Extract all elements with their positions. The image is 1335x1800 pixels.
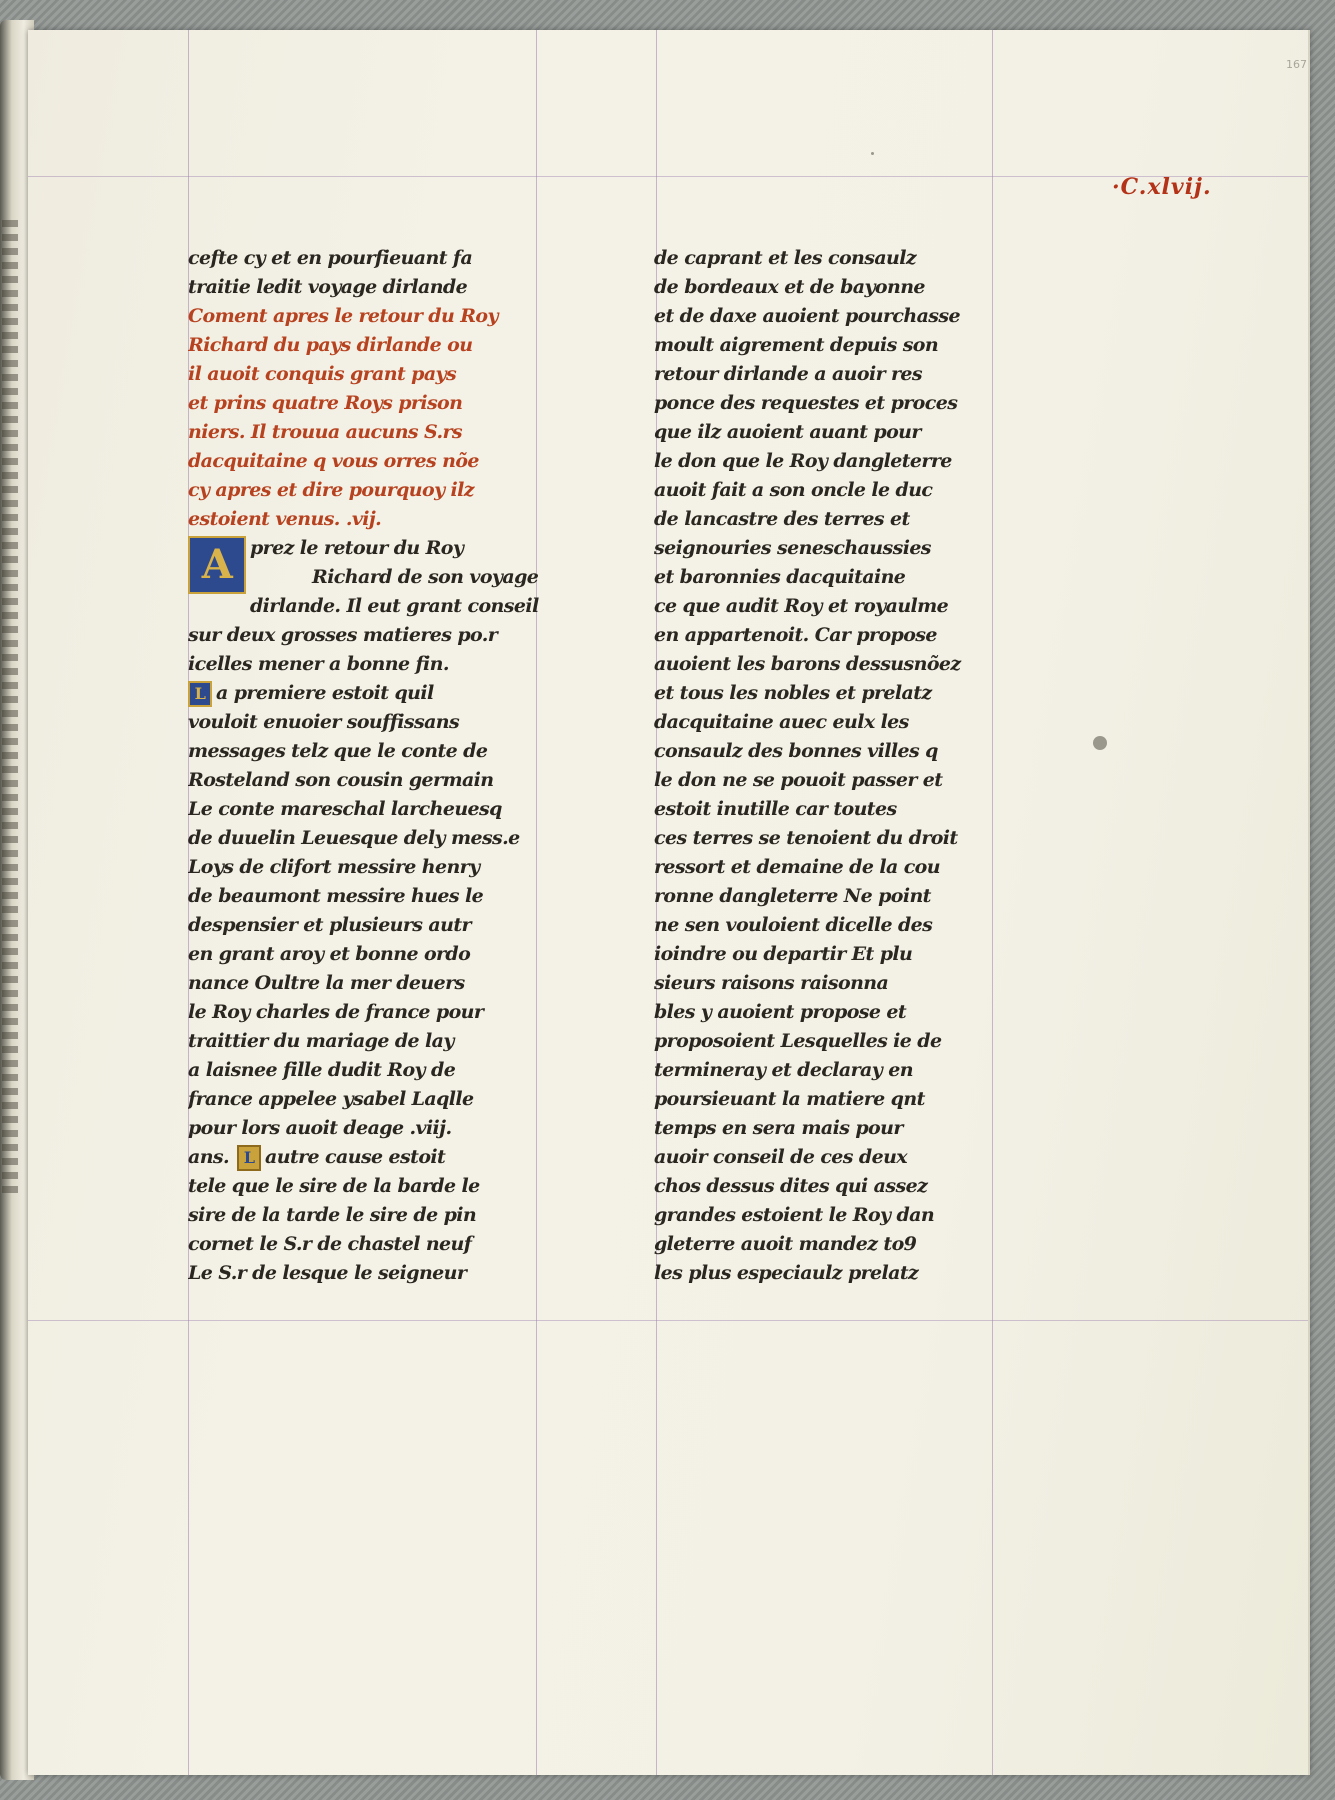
text-line	[654, 447, 1054, 476]
line-text: pour lors auoit deage .viij.	[188, 1117, 452, 1139]
line-text: niers. Il trouua aucuns S.rs	[188, 421, 462, 443]
line-text: le don ne se pouoit passer et	[654, 769, 943, 791]
line-text: Le conte mareschal larcheuesq	[188, 798, 502, 820]
rubric-line	[188, 476, 588, 505]
line-text: Coment apres le retour du Roy	[188, 305, 498, 327]
illuminated-initial: A	[188, 536, 246, 594]
line-text: autre cause estoit	[265, 1146, 446, 1168]
line-text: a laisnee fille dudit Roy de	[188, 1059, 456, 1081]
line-text: traittier du mariage de lay	[188, 1030, 454, 1052]
text-line	[188, 824, 588, 853]
line-text: et baronnies dacquitaine	[654, 566, 906, 588]
line-text: ces terres se tenoient du droit	[654, 827, 958, 849]
text-line	[188, 766, 588, 795]
line-text: et prins quatre Roys prison	[188, 392, 463, 414]
line-text: et tous les nobles et prelatz	[654, 682, 932, 704]
line-text: de bordeaux et de bayonne	[654, 276, 925, 298]
text-line	[654, 1085, 1054, 1114]
line-text: moult aigrement depuis son	[654, 334, 939, 356]
line-text: icelles mener a bonne fin.	[188, 653, 449, 675]
text-line	[654, 1114, 1054, 1143]
text-line	[654, 1230, 1054, 1259]
text-line	[654, 708, 1054, 737]
line-text: france appelee ysabel Laqlle	[188, 1088, 474, 1110]
text-line	[188, 853, 588, 882]
text-line	[188, 1201, 588, 1230]
line-text: le don que le Roy dangleterre	[654, 450, 952, 472]
text-line	[188, 795, 588, 824]
line-text: sur deux grosses matieres po.r	[188, 624, 498, 646]
text-line	[654, 534, 1054, 563]
text-line	[654, 1056, 1054, 1085]
text-line	[188, 679, 588, 708]
line-text: cefte cy et en pourfieuant fa	[188, 247, 473, 269]
line-text: Loys de clifort messire henry	[188, 856, 480, 878]
line-text: chos dessus dites qui assez	[654, 1175, 928, 1197]
line-text: de duuelin Leuesque dely mess.e	[188, 827, 520, 849]
stain-spot	[1093, 736, 1107, 750]
rubric-line	[188, 331, 588, 360]
line-text: tele que le sire de la barde le	[188, 1175, 480, 1197]
decorated-initial: L	[188, 681, 212, 707]
line-text: dirlande. Il eut grant conseil	[250, 595, 539, 617]
text-line	[654, 795, 1054, 824]
line-text: prez le retour du Roy	[250, 537, 464, 559]
rubric-line	[188, 418, 588, 447]
line-text: Le S.r de lesque le seigneur	[188, 1262, 467, 1284]
text-line	[654, 360, 1054, 389]
text-line	[188, 244, 588, 273]
gilded-initial: L	[237, 1145, 261, 1171]
text-line	[188, 1172, 588, 1201]
line-text: Richard de son voyage	[312, 566, 539, 588]
folio-numeral: ·C.xlvij.	[1112, 174, 1212, 200]
text-line	[188, 1085, 588, 1114]
text-line	[188, 882, 588, 911]
text-line	[654, 476, 1054, 505]
text-line	[188, 911, 588, 940]
line-text: cy apres et dire pourquoy ilz	[188, 479, 474, 501]
line-text: nance Oultre la mer deuers	[188, 972, 465, 994]
text-line	[654, 592, 1054, 621]
rubric-line	[188, 447, 588, 476]
line-text: sieurs raisons raisonna	[654, 972, 889, 994]
line-text: retour dirlande a auoir res	[654, 363, 922, 385]
line-text: et de daxe auoient pourchasse	[654, 305, 960, 327]
text-line	[188, 708, 588, 737]
line-text: ponce des requestes et proces	[654, 392, 958, 414]
line-text: de lancastre des terres et	[654, 508, 910, 530]
line-text: gleterre auoit mandez to9	[654, 1233, 917, 1255]
text-line	[188, 1027, 588, 1056]
rubric-line	[188, 302, 588, 331]
line-text: cornet le S.r de chastel neuf	[188, 1233, 472, 1255]
text-line	[188, 737, 588, 766]
text-line	[654, 766, 1054, 795]
text-line	[654, 998, 1054, 1027]
line-text: sire de la tarde le sire de pin	[188, 1204, 477, 1226]
line-text: dacquitaine q vous orres nõe	[188, 450, 479, 472]
text-column-left	[188, 244, 588, 1288]
line-text: temps en sera mais pour	[654, 1117, 903, 1139]
line-text: poursieuant la matiere qnt	[654, 1088, 925, 1110]
folio-pencil-number: 167	[1286, 58, 1307, 71]
text-line	[654, 389, 1054, 418]
line-text: auoir conseil de ces deux	[654, 1146, 908, 1168]
text-line	[188, 1114, 588, 1143]
text-line	[654, 1143, 1054, 1172]
text-line	[654, 940, 1054, 969]
line-text: a premiere estoit quil	[216, 682, 434, 704]
line-text: termineray et declaray en	[654, 1059, 913, 1081]
line-text: auoit fait a son oncle le duc	[654, 479, 933, 501]
line-text: Rosteland son cousin germain	[188, 769, 494, 791]
line-text: que ilz auoient auant pour	[654, 421, 921, 443]
rubric-line	[188, 360, 588, 389]
text-column-right	[654, 244, 1054, 1288]
line-text: ressort et demaine de la cou	[654, 856, 940, 878]
text-line	[654, 882, 1054, 911]
line-text: proposoient Lesquelles ie de	[654, 1030, 942, 1052]
line-text: grandes estoient le Roy dan	[654, 1204, 935, 1226]
line-text: ioindre ou departir Et plu	[654, 943, 913, 965]
line-text: il auoit conquis grant pays	[188, 363, 457, 385]
text-line	[250, 563, 588, 592]
rubric-line	[188, 389, 588, 418]
text-line	[654, 273, 1054, 302]
text-line	[654, 853, 1054, 882]
line-text: seignouries seneschaussies	[654, 537, 931, 559]
text-line	[654, 331, 1054, 360]
text-line	[188, 621, 588, 650]
line-text: vouloit enuoier souffissans	[188, 711, 460, 733]
text-line	[654, 1201, 1054, 1230]
text-line	[654, 244, 1054, 273]
line-text: messages telz que le conte de	[188, 740, 488, 762]
line-text: ce que audit Roy et royaulme	[654, 595, 949, 617]
ruling-line	[28, 1320, 1308, 1321]
line-text: en appartenoit. Car propose	[654, 624, 937, 646]
text-line	[654, 824, 1054, 853]
line-text: le Roy charles de france pour	[188, 1001, 484, 1023]
line-text: en grant aroy et bonne ordo	[188, 943, 471, 965]
line-text: estoit inutille car toutes	[654, 798, 897, 820]
text-line	[654, 737, 1054, 766]
text-line	[188, 969, 588, 998]
line-text: auoient les barons dessusnõez	[654, 653, 961, 675]
line-text: ne sen vouloient dicelle des	[654, 914, 933, 936]
line-text: bles y auoient propose et	[654, 1001, 907, 1023]
text-line	[654, 1259, 1054, 1288]
text-line	[654, 969, 1054, 998]
text-line	[654, 505, 1054, 534]
text-line	[654, 1172, 1054, 1201]
line-text: Richard du pays dirlande ou	[188, 334, 473, 356]
text-line	[188, 998, 588, 1027]
text-line	[654, 418, 1054, 447]
line-text: de caprant et les consaulz	[654, 247, 917, 269]
line-text: despensier et plusieurs autr	[188, 914, 471, 936]
line-text: ronne dangleterre Ne point	[654, 885, 931, 907]
stain-spot	[871, 152, 874, 155]
text-line	[188, 273, 588, 302]
text-line	[188, 1143, 588, 1172]
text-line	[654, 650, 1054, 679]
text-line	[188, 940, 588, 969]
rubric-line	[188, 505, 588, 534]
text-line	[654, 302, 1054, 331]
text-line	[654, 621, 1054, 650]
text-line	[654, 563, 1054, 592]
text-line	[188, 1230, 588, 1259]
line-text: de beaumont messire hues le	[188, 885, 484, 907]
line-text: les plus especiaulz prelatz	[654, 1262, 919, 1284]
text-line	[654, 679, 1054, 708]
line-text: consaulz des bonnes villes q	[654, 740, 938, 762]
text-line	[188, 650, 588, 679]
text-line	[654, 1027, 1054, 1056]
text-line	[654, 911, 1054, 940]
text-line	[250, 592, 588, 621]
previous-page-text-trace	[2, 220, 18, 1200]
text-line	[188, 1056, 588, 1085]
line-text: ans.	[188, 1146, 230, 1168]
line-text: dacquitaine auec eulx les	[654, 711, 909, 733]
line-text: estoient venus. .vij.	[188, 508, 382, 530]
line-text: traitie ledit voyage dirlande	[188, 276, 468, 298]
text-line	[188, 1259, 588, 1288]
